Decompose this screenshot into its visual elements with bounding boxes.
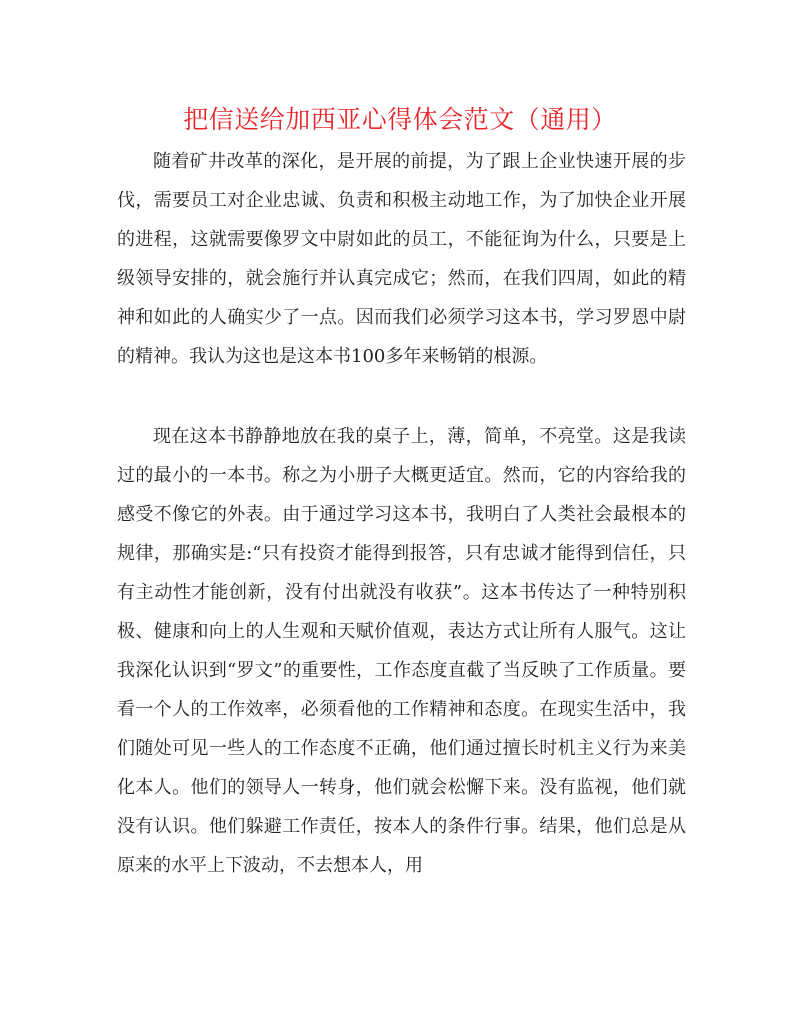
- paragraph-2: 现在这本书静静地放在我的桌子上，薄，简单，不亮堂。这是我读过的最小的一本书。称之为小册子大概更适宜。然而，它的内容给我的感受不像它的外表。由于通过学习这本书，我明白了人类社会最根本的规律，那确实是:“只有投资才能得到报答，只有忠诚才能得到信任，只有主动性才能创新，没有付出就没有收获”。这本书传达了一种特别积极、健康和向上的人生观和天赋价值观，表达方式让所有人服气。这让我深化认识到“罗文”的重要性，工作态度直截了当反映了工作质量。要看一个人的工作效率，必须看他的工作精神和态度。在现实生活中，我们随处可见一些人的工作态度不正确，他们通过擅长时机主义行为来美化本人。他们的领导人一转身，他们就会松懈下来。没有监视，他们就没有认识。他们躲避工作责任，按本人的条件行事。结果，他们总是从原来的水平上下波动，不去想本人，用: [117, 426, 686, 876]
- paragraph-1: 随着矿井改革的深化，是开展的前提，为了跟上企业快速开展的步伐，需要员工对企业忠诚、负责和积极主动地工作，为了加快企业开展的进程，这就需要像罗文中尉如此的员工，不能征询为什么，只要是上级领导安排的，就会施行并认真完成它；然而，在我们四周，如此的精神和如此的人确实少了一点。因而我们必须学习这本书，学习罗恩中尉的精神。我认为这也是这本书100多年来畅销的根源。: [117, 151, 686, 367]
- page-title: 把信送给加西亚心得体会范文（通用）: [183, 105, 617, 134]
